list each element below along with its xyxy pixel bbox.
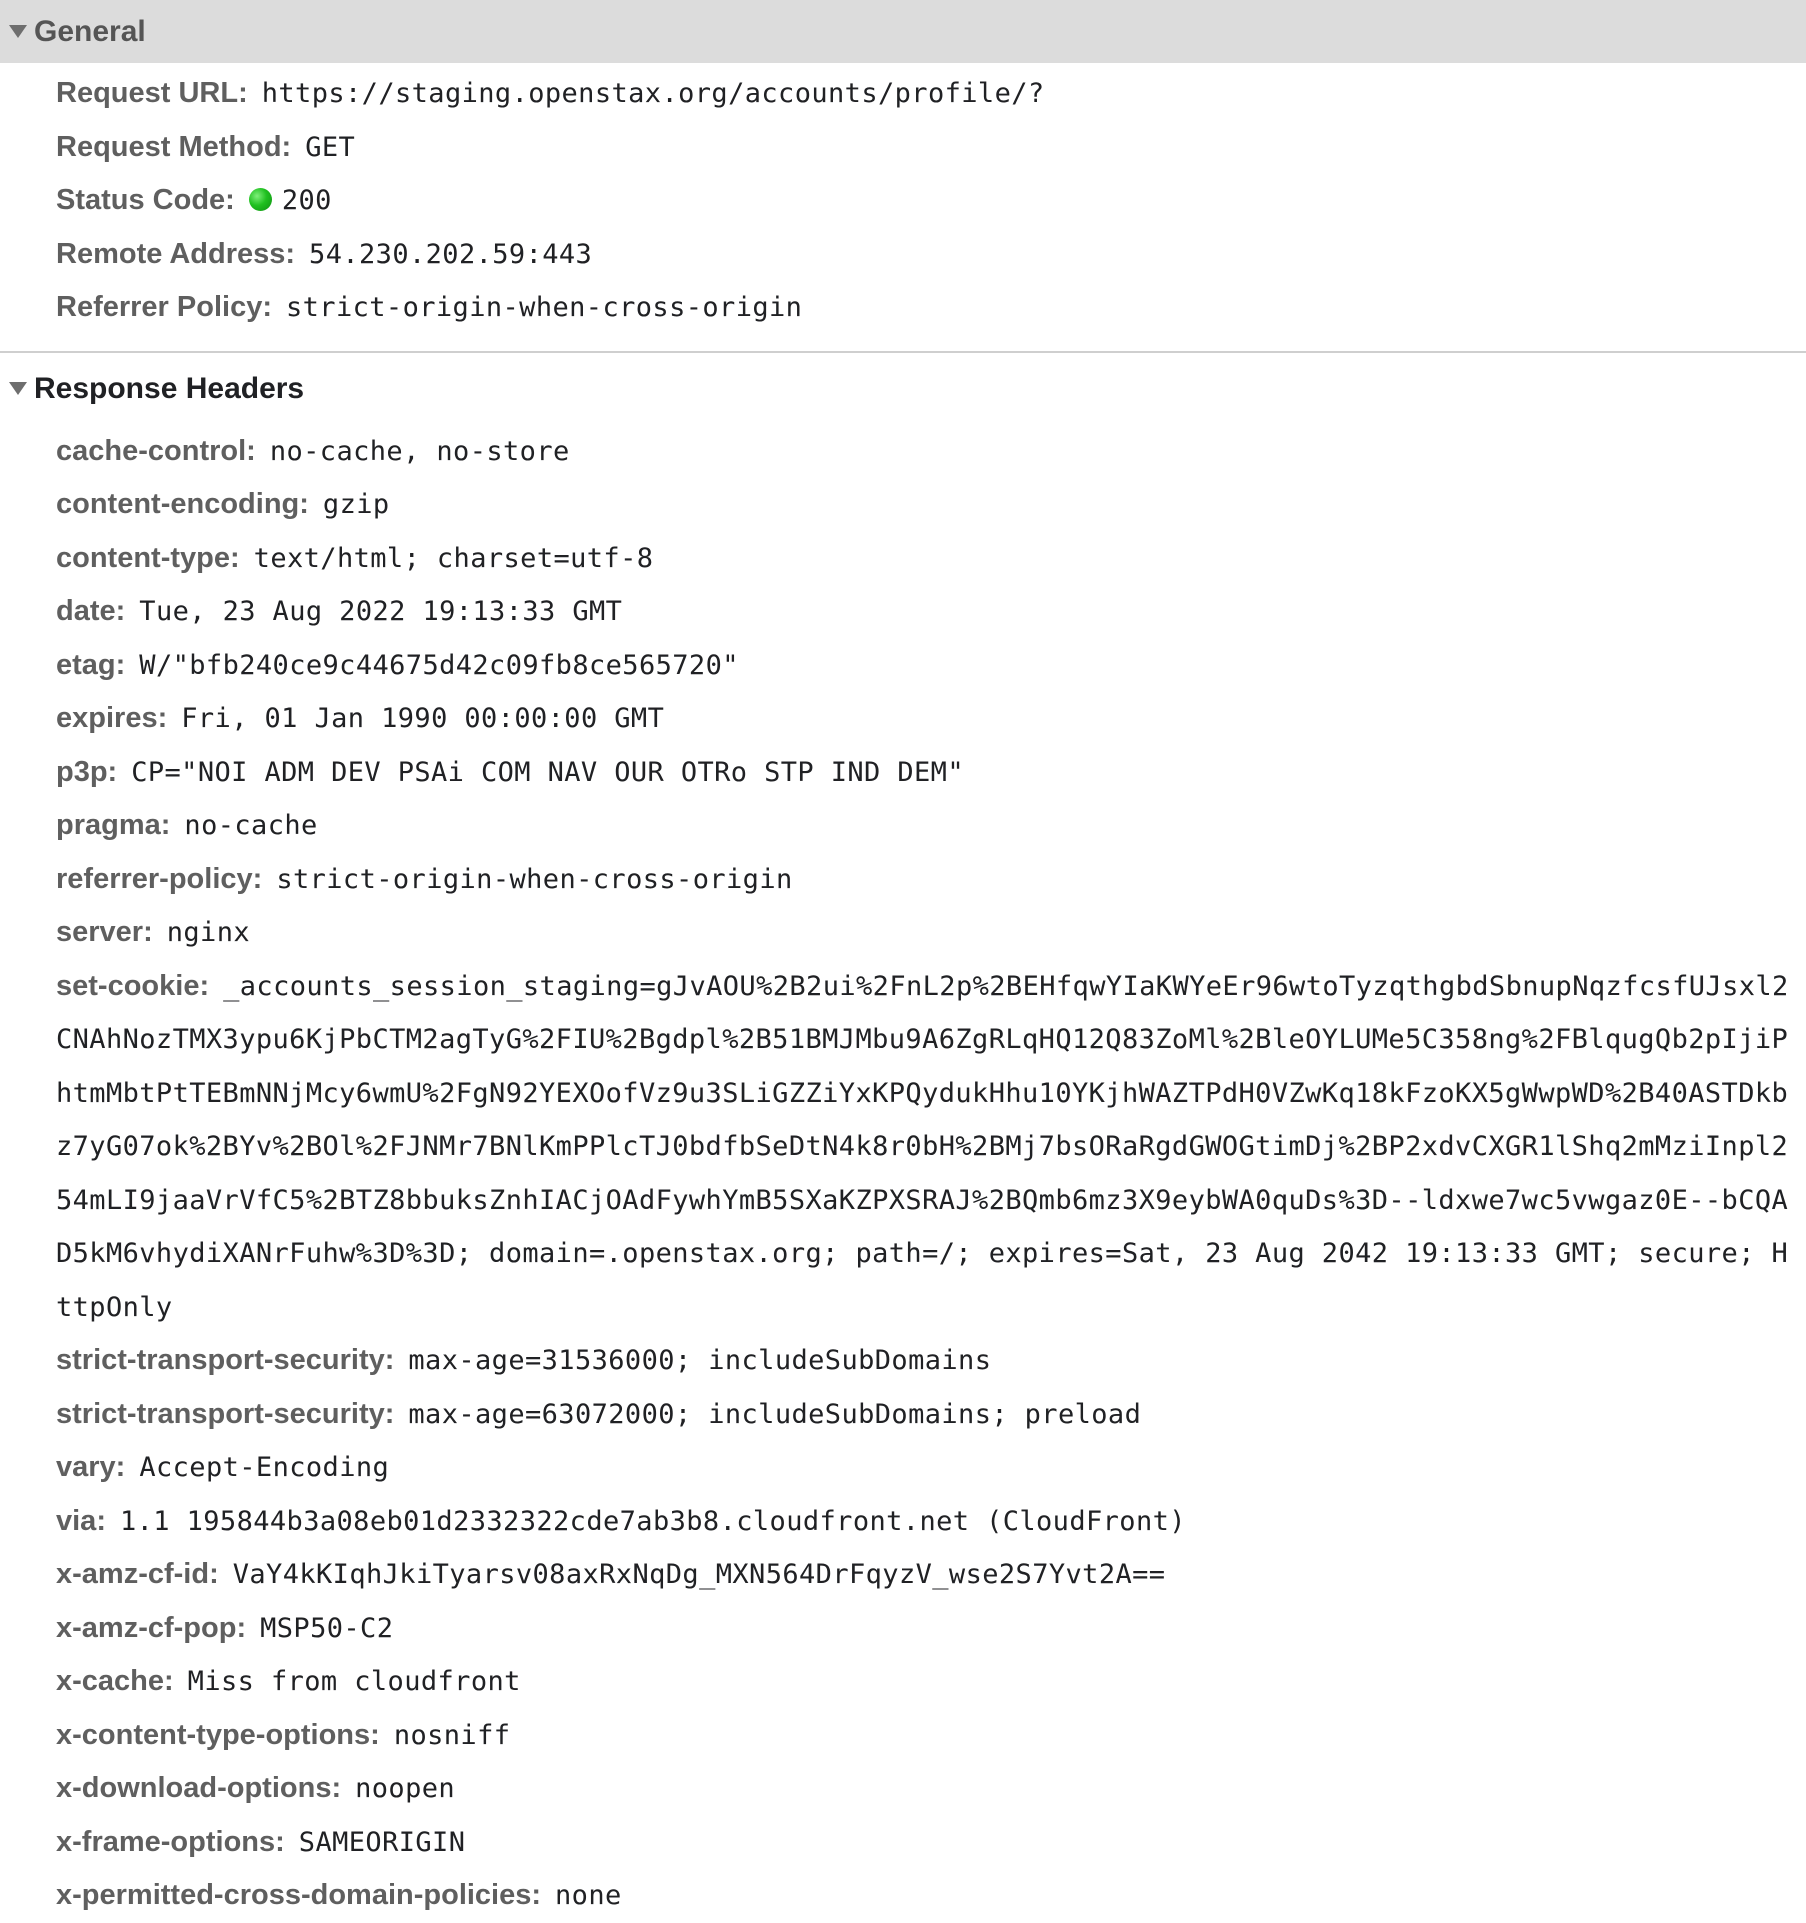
remote-address-row bbox=[56, 228, 1796, 282]
request-url-value: https://staging.openstax.org/accounts/profile/? bbox=[261, 78, 1045, 109]
referrer-policy-row bbox=[56, 281, 1796, 335]
request-method-value: GET bbox=[305, 131, 356, 163]
response-header-value: CP="NOI ADM DEV PSAi COM NAV OUR OTRo STP IND DEM" bbox=[131, 756, 964, 788]
response-headers-section-title: Response Headers bbox=[34, 371, 305, 405]
response-header-key: x-amz-cf-pop: bbox=[56, 1611, 247, 1644]
response-header-value: strict-origin-when-cross-origin bbox=[276, 863, 793, 895]
response-header-key: x-frame-options: bbox=[56, 1825, 285, 1858]
status-ok-icon bbox=[249, 188, 272, 211]
general-section-rows bbox=[0, 63, 1806, 347]
response-header-row bbox=[56, 1441, 1796, 1495]
response-header-value: no-cache bbox=[184, 810, 318, 841]
response-header-row bbox=[56, 1709, 1796, 1763]
response-header-row bbox=[56, 853, 1796, 907]
response-header-key: date: bbox=[56, 595, 126, 627]
response-header-row bbox=[56, 1655, 1796, 1709]
general-section-title: General bbox=[34, 14, 146, 48]
response-headers-section-header[interactable] bbox=[0, 353, 1806, 425]
status-code-label: Status Code: bbox=[56, 184, 235, 216]
response-header-row bbox=[56, 906, 1796, 960]
response-header-row bbox=[56, 1388, 1796, 1442]
response-header-row bbox=[56, 692, 1796, 746]
request-method-label: Request Method: bbox=[56, 130, 292, 163]
remote-address-label: Remote Address: bbox=[56, 237, 296, 270]
response-header-value: none bbox=[555, 1880, 622, 1911]
response-header-row bbox=[56, 1548, 1796, 1602]
response-header-row bbox=[56, 1334, 1796, 1388]
general-section-header[interactable] bbox=[0, 0, 1806, 63]
response-header-row bbox=[56, 960, 1796, 1335]
expand-triangle-icon[interactable] bbox=[9, 382, 27, 395]
response-header-value: gzip bbox=[322, 489, 390, 520]
request-url-label: Request URL: bbox=[56, 77, 248, 109]
response-header-key: via: bbox=[56, 1504, 106, 1537]
response-header-key: content-encoding: bbox=[56, 488, 309, 520]
referrer-policy-label: Referrer Policy: bbox=[56, 291, 272, 323]
response-header-key: strict-transport-security: bbox=[56, 1397, 395, 1430]
response-header-row bbox=[56, 585, 1796, 639]
response-header-value: nosniff bbox=[393, 1719, 511, 1751]
response-header-value: no-cache, no-store bbox=[269, 435, 570, 467]
response-header-value: max-age=63072000; includeSubDomains; preload bbox=[408, 1398, 1142, 1430]
response-header-key: etag: bbox=[56, 648, 126, 681]
response-header-value: noopen bbox=[355, 1773, 456, 1804]
expand-triangle-icon[interactable] bbox=[9, 25, 27, 38]
response-header-value: SAMEORIGIN bbox=[298, 1826, 466, 1858]
response-header-row bbox=[56, 425, 1796, 479]
response-header-row bbox=[56, 1602, 1796, 1656]
response-header-row bbox=[56, 746, 1796, 800]
response-header-row bbox=[56, 799, 1796, 853]
response-header-row bbox=[56, 639, 1796, 693]
response-header-key: content-type: bbox=[56, 541, 240, 574]
response-header-value: max-age=31536000; includeSubDomains bbox=[408, 1345, 992, 1376]
response-header-key: cache-control: bbox=[56, 434, 256, 467]
response-header-value: Accept-Encoding bbox=[139, 1452, 390, 1483]
response-header-key: referrer-policy: bbox=[56, 862, 263, 895]
response-header-value: _accounts_session_staging=gJvAOU%2B2ui%2FnL2p%2BEHfqwYIaKWYeEr96wtoTyzqthgbdSbnupNqzfcsfUJsxl2CNAhNozTMX3ypu6KjPbCTM2agTyG%2FIU%2Bgdpl%2B51BMJMbu9A6ZgRLqHQ12Q83ZoMl%2BleOYLUMe5C358ng%2FBlqugQb2pIjiPhtmMbtPtTEBmNNjMcy6wmU%2FgN92YEXOofVz9u3SLiGZZiYxKPQydukHhu10YKjhWAZTPdH0VZwKq18kFzoKX5gWwpWD%2B40ASTDkbz7yG07ok%2BYv%2BOl%2FJNMr7BNlKmPPlcTJ0bdfbSeDtN4k8r0bH%2BMj7bsORaRgdGWOGtimDj%2BP2xdvCXGR1lShq2mMziInpl254mLI9jaaVrVfC5%2BTZ8bbuksZnhIACjOAdFywhYmB5SXaKZPXSRAJ%2BQmb6mz3X9eybWA0quDs%3D--ldxwe7wc5vwgaz0E--bCQAD5kM6vhydiXANrFuhw%3D%3D; domain=.openstax.org; path=/; expires=Sat, 23 Aug 2042 19:13:33 GMT; secure; HttpOnly bbox=[56, 970, 1789, 1323]
response-header-value: text/html; charset=utf-8 bbox=[253, 542, 654, 574]
response-header-value: nginx bbox=[166, 917, 251, 948]
response-header-key: strict-transport-security: bbox=[56, 1344, 395, 1376]
status-code-row bbox=[56, 174, 1796, 228]
response-header-key: expires: bbox=[56, 702, 168, 734]
request-method-row bbox=[56, 121, 1796, 175]
status-code-value: 200 bbox=[281, 185, 332, 216]
response-header-row bbox=[56, 532, 1796, 586]
response-header-key: vary: bbox=[56, 1451, 126, 1483]
response-header-key: set-cookie: bbox=[56, 969, 210, 1002]
response-header-key: pragma: bbox=[56, 809, 171, 841]
request-url-row bbox=[56, 67, 1796, 121]
response-header-key: x-cache: bbox=[56, 1665, 174, 1697]
response-header-key: x-permitted-cross-domain-policies: bbox=[56, 1879, 542, 1911]
response-headers-rows bbox=[0, 425, 1806, 1923]
response-header-row bbox=[56, 1762, 1796, 1816]
referrer-policy-value: strict-origin-when-cross-origin bbox=[286, 292, 803, 323]
remote-address-value: 54.230.202.59:443 bbox=[309, 238, 593, 270]
response-header-row bbox=[56, 1495, 1796, 1549]
response-header-value: MSP50-C2 bbox=[260, 1612, 394, 1644]
response-header-row bbox=[56, 1816, 1796, 1870]
response-header-value: W/"bfb240ce9c44675d42c09fb8ce565720" bbox=[139, 649, 739, 681]
response-header-value: VaY4kKIqhJkiTyarsv08axRxNqDg_MXN564DrFqyzV_wse2S7Yvt2A== bbox=[232, 1559, 1166, 1590]
response-header-row bbox=[56, 1869, 1796, 1923]
response-header-key: p3p: bbox=[56, 755, 118, 788]
response-header-value: Tue, 23 Aug 2022 19:13:33 GMT bbox=[139, 596, 623, 627]
response-header-value: 1.1 195844b3a08eb01d2332322cde7ab3b8.cloudfront.net (CloudFront) bbox=[119, 1505, 1186, 1537]
response-header-key: server: bbox=[56, 916, 153, 948]
response-header-key: x-download-options: bbox=[56, 1772, 342, 1804]
response-header-key: x-content-type-options: bbox=[56, 1718, 380, 1751]
response-header-key: x-amz-cf-id: bbox=[56, 1558, 219, 1590]
response-header-value: Miss from cloudfront bbox=[187, 1666, 521, 1697]
response-header-row bbox=[56, 478, 1796, 532]
response-header-value: Fri, 01 Jan 1990 00:00:00 GMT bbox=[181, 703, 665, 734]
